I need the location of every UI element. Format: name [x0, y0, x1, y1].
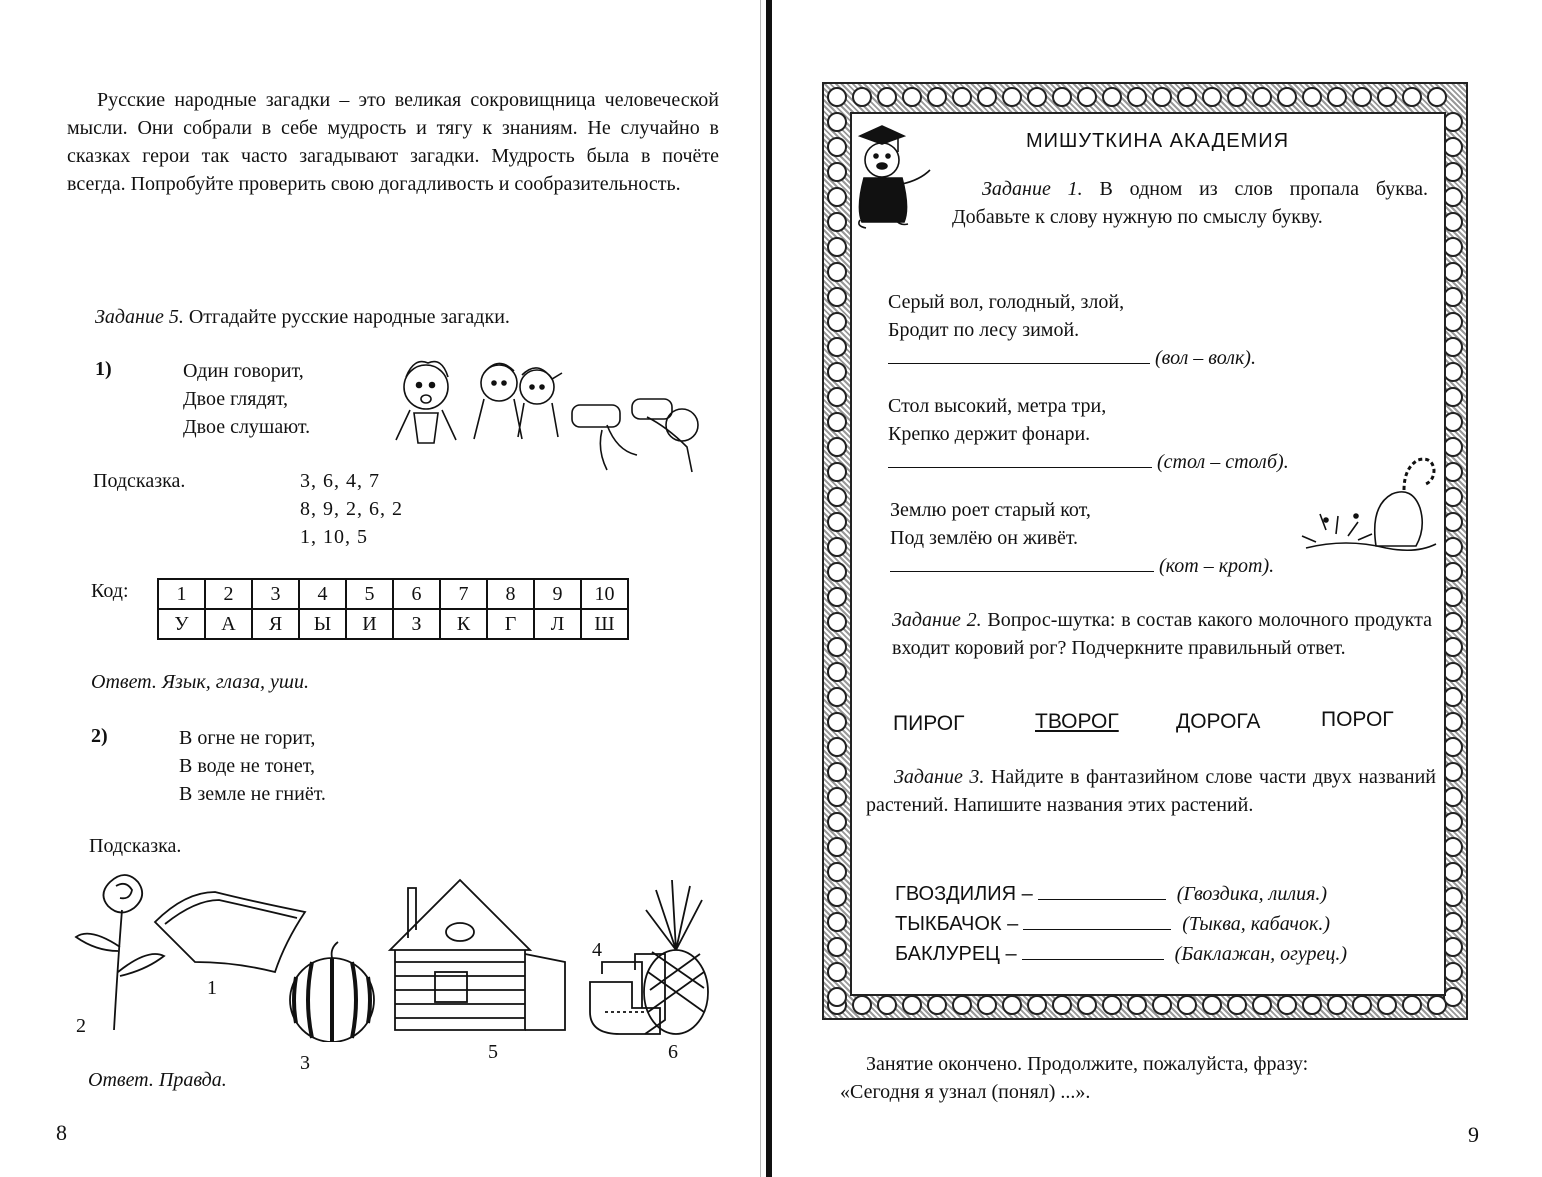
- riddle1-line: Двое слушают.: [183, 416, 311, 438]
- poem-line: Бродит по лесу зимой.: [888, 319, 1080, 341]
- answer-line-1: [888, 344, 1256, 372]
- frame-bead: [1444, 788, 1462, 806]
- frame-bead: [1444, 688, 1462, 706]
- hint-pictures: [50, 862, 730, 1042]
- hint2-label: Подсказка.: [89, 835, 182, 857]
- code-label: Код:: [91, 580, 129, 602]
- closing-line: «Сегодня я узнал (понял) ...».: [840, 1081, 1091, 1103]
- plant-word: ГВОЗДИЛИЯ –: [895, 883, 1033, 905]
- frame-bead: [978, 996, 996, 1014]
- academy-title: МИШУТКИНА АКАДЕМИЯ: [1026, 130, 1290, 152]
- plant-answer: (Гвоздика, лилия.): [1176, 883, 1328, 905]
- frame-bead: [1003, 88, 1021, 106]
- hint-number-line: 3, 6, 4, 7: [300, 470, 380, 492]
- task1-text: В одном из слов пропала буква. Добавьте к слову нужную по смыслу букву.: [952, 178, 1429, 228]
- frame-bead: [828, 163, 846, 181]
- word-option: ПОРОГ: [1321, 708, 1394, 731]
- answer-blank: [888, 467, 1152, 468]
- frame-bead: [978, 88, 996, 106]
- frame-bead: [1128, 996, 1146, 1014]
- frame-bead: [1403, 996, 1421, 1014]
- page-number-left: 8: [56, 1120, 67, 1145]
- riddle2-line: В воде не тонет,: [179, 755, 315, 777]
- frame-bead: [1378, 996, 1396, 1014]
- hint-number-line: 8, 9, 2, 6, 2: [300, 498, 403, 520]
- code-letter-cell: Ы: [299, 609, 346, 639]
- task2-label: Задание 2.: [892, 609, 982, 631]
- frame-bead: [1328, 88, 1346, 106]
- frame-bead: [903, 88, 921, 106]
- frame-bead: [1444, 338, 1462, 356]
- frame-bead: [828, 88, 846, 106]
- frame-bead: [1444, 263, 1462, 281]
- frame-bead: [953, 88, 971, 106]
- code-number-cell: 3: [252, 579, 299, 609]
- frame-bead: [828, 563, 846, 581]
- plant-word: ТЫКБАЧОК –: [895, 913, 1019, 935]
- picture-number: 5: [488, 1041, 498, 1063]
- frame-bead: [1153, 88, 1171, 106]
- frame-bead: [1078, 88, 1096, 106]
- word-option-correct: ТВОРОГ: [1035, 710, 1119, 733]
- frame-bead: [1444, 663, 1462, 681]
- frame-bead: [828, 313, 846, 331]
- pineapple-icon: [644, 880, 708, 1034]
- frame-bead: [1444, 888, 1462, 906]
- task3-label: Задание 3.: [894, 766, 985, 788]
- frame-bead: [1078, 996, 1096, 1014]
- frame-bead: [1028, 88, 1046, 106]
- task5-label: Задание 5.: [95, 306, 184, 328]
- answer1: [91, 668, 309, 696]
- frame-bead: [853, 88, 871, 106]
- picture-number: 6: [668, 1041, 678, 1063]
- frame-bead: [828, 113, 846, 131]
- code-number-cell: 5: [346, 579, 393, 609]
- frame-bead: [828, 363, 846, 381]
- frame-bead: [1444, 463, 1462, 481]
- answer-line-3: [890, 552, 1274, 580]
- answer-text: (вол – волк).: [1155, 347, 1256, 369]
- picture-number: 4: [592, 939, 602, 961]
- riddle1-number: 1): [95, 358, 112, 380]
- poem-line: Стол высокий, метра три,: [888, 395, 1107, 417]
- frame-bead: [853, 996, 871, 1014]
- frame-bead: [1028, 996, 1046, 1014]
- answer-line-2: [888, 448, 1289, 476]
- word-option: ДОРОГА: [1176, 710, 1261, 733]
- watermelon-icon: [290, 942, 374, 1042]
- frame-bead: [828, 963, 846, 981]
- answer2-text: Правда.: [158, 1069, 227, 1091]
- frame-bead: [1103, 88, 1121, 106]
- frame-bead: [1444, 138, 1462, 156]
- answer-text: (стол – столб).: [1157, 451, 1289, 473]
- code-number-cell: 8: [487, 579, 534, 609]
- hint1-label: Подсказка.: [93, 470, 186, 492]
- poem1: [888, 288, 1256, 372]
- poem-line: Землю роет старый кот,: [890, 499, 1091, 521]
- frame-bead: [828, 913, 846, 931]
- riddle1-line: Двое глядят,: [183, 388, 289, 410]
- frame-bead: [828, 488, 846, 506]
- closing-line: Занятие окончено. Продолжите, пожалуйста, фразу:: [866, 1053, 1309, 1075]
- frame-bead: [1228, 88, 1246, 106]
- task5-text: Отгадайте русские народные загадки.: [188, 306, 510, 328]
- riddle2-line: В огне не горит,: [179, 727, 316, 749]
- task1-paragraph: [952, 175, 1428, 231]
- frame-bead: [828, 438, 846, 456]
- code-letter-cell: Я: [252, 609, 299, 639]
- frame-bead: [1444, 713, 1462, 731]
- riddle1-line: Один говорит,: [183, 360, 304, 382]
- page-gutter-shadow: [760, 0, 761, 1177]
- riddle2-number: 2): [91, 725, 108, 747]
- intro-paragraph: Русские народные загадки – это великая сокровищница человеческой мысли. Они собрали в себе мудрость и тягу к знаниям. Не случайно в сказках герои так часто загадывают загадки. Мудрость была в почёте всегда. Попробуйте проверить свою догадливость и сообразительность.: [67, 89, 719, 195]
- riddle2-text: [179, 724, 326, 808]
- frame-bead: [828, 238, 846, 256]
- frame-bead: [1444, 588, 1462, 606]
- picture-number: 1: [207, 977, 217, 999]
- frame-bead: [1444, 288, 1462, 306]
- frame-bead: [1444, 388, 1462, 406]
- closing-text: [840, 1050, 1490, 1106]
- frame-bead: [1328, 996, 1346, 1014]
- frame-bead: [1203, 996, 1221, 1014]
- frame-bead: [828, 863, 846, 881]
- frame-bead: [828, 638, 846, 656]
- frame-bead: [828, 788, 846, 806]
- answer2-label: Ответ.: [88, 1069, 154, 1091]
- frame-bead: [1444, 163, 1462, 181]
- riddle2-line: В земле не гниёт.: [179, 783, 326, 805]
- frame-bead: [828, 413, 846, 431]
- answer-blank: [888, 363, 1150, 364]
- poem-line: Под землёю он живёт.: [890, 527, 1079, 549]
- frame-bead: [1278, 88, 1296, 106]
- frame-bead: [1303, 996, 1321, 1014]
- bear-graduate-icon: [852, 122, 938, 230]
- children-binoculars-figures: [572, 399, 698, 472]
- frame-bead: [828, 513, 846, 531]
- code-letter-cell: Ш: [581, 609, 628, 639]
- code-number-cell: 7: [440, 579, 487, 609]
- frame-bead: [1253, 88, 1271, 106]
- frame-bead: [1444, 188, 1462, 206]
- code-letter-cell: У: [158, 609, 205, 639]
- poem3: [890, 496, 1274, 580]
- code-letters-row: [158, 609, 628, 639]
- frame-bead: [828, 888, 846, 906]
- frame-bead: [1303, 88, 1321, 106]
- frame-bead: [1444, 438, 1462, 456]
- frame-bead: [828, 738, 846, 756]
- frame-bead: [1444, 938, 1462, 956]
- code-letter-cell: Л: [534, 609, 581, 639]
- plant-row: [895, 910, 1330, 938]
- task2-text: Вопрос-шутка: в состав какого молочного продукта входит коровий рог? Подчеркните правильный ответ.: [892, 609, 1432, 659]
- code-number-cell: 4: [299, 579, 346, 609]
- frame-bead: [828, 138, 846, 156]
- frame-bead: [1444, 738, 1462, 756]
- frame-bead: [1444, 538, 1462, 556]
- frame-bead: [828, 463, 846, 481]
- code-letter-cell: З: [393, 609, 440, 639]
- frame-bead: [828, 663, 846, 681]
- frame-bead: [1444, 813, 1462, 831]
- frame-bead: [1178, 88, 1196, 106]
- rose-icon: [76, 875, 164, 1030]
- frame-bead: [1444, 838, 1462, 856]
- poem2: [888, 392, 1289, 476]
- frame-bead: [1353, 88, 1371, 106]
- frame-bead: [1444, 988, 1462, 1006]
- task5-heading: [95, 303, 510, 331]
- frame-bead: [1444, 563, 1462, 581]
- children-illustration: [392, 355, 727, 475]
- code-table: [157, 578, 629, 640]
- frame-bead: [1128, 88, 1146, 106]
- frame-bead: [828, 188, 846, 206]
- frame-bead: [828, 288, 846, 306]
- poem-line: Серый вол, голодный, злой,: [888, 291, 1125, 313]
- code-number-cell: 2: [205, 579, 252, 609]
- code-letter-cell: И: [346, 609, 393, 639]
- frame-bead: [1444, 513, 1462, 531]
- task2-paragraph: [892, 606, 1432, 662]
- frame-bead: [1444, 963, 1462, 981]
- frame-bead: [1053, 88, 1071, 106]
- word-option: ПИРОГ: [893, 712, 965, 735]
- frame-bead: [1444, 913, 1462, 931]
- frame-bead: [1003, 996, 1021, 1014]
- frame-bead: [828, 338, 846, 356]
- boy-talking-figure: [396, 362, 456, 443]
- frame-bead: [878, 88, 896, 106]
- frame-bead: [903, 996, 921, 1014]
- frame-bead: [1203, 88, 1221, 106]
- frame-bead: [828, 388, 846, 406]
- answer1-text: Язык, глаза, уши.: [161, 671, 310, 693]
- plant-word: БАКЛУРЕЦ –: [895, 943, 1017, 965]
- frame-bead: [1444, 113, 1462, 131]
- frame-bead: [828, 713, 846, 731]
- frame-bead: [1153, 996, 1171, 1014]
- frame-bead: [1444, 863, 1462, 881]
- frame-bead: [1444, 238, 1462, 256]
- code-number-cell: 1: [158, 579, 205, 609]
- frame-bead: [1444, 613, 1462, 631]
- riddle1-text: [183, 357, 310, 441]
- task1-label: Задание 1.: [982, 178, 1083, 200]
- code-letter-cell: К: [440, 609, 487, 639]
- page-number-right: 9: [1468, 1122, 1479, 1147]
- frame-bead: [1053, 996, 1071, 1014]
- mole-icon: [1296, 450, 1442, 560]
- frame-bead: [1103, 996, 1121, 1014]
- plant-answer: (Баклажан, огурец.): [1174, 943, 1348, 965]
- frame-bead: [1403, 88, 1421, 106]
- answer-text: (кот – крот).: [1159, 555, 1275, 577]
- book-spine: [766, 0, 772, 1177]
- task3-text: Найдите в фантазийном слове части двух названий растений. Напишите названия этих растений.: [866, 766, 1436, 816]
- frame-bead: [828, 988, 846, 1006]
- code-number-cell: 10: [581, 579, 628, 609]
- frame-bead: [828, 263, 846, 281]
- scarf-icon: [155, 892, 305, 972]
- task3-paragraph: [866, 763, 1436, 819]
- frame-bead: [1253, 996, 1271, 1014]
- frame-bead: [1178, 996, 1196, 1014]
- plant-row: [895, 940, 1347, 968]
- code-number-cell: 6: [393, 579, 440, 609]
- picture-number: 3: [300, 1052, 310, 1074]
- children-watching-figures: [474, 363, 562, 439]
- frame-bead: [828, 613, 846, 631]
- frame-bead: [928, 996, 946, 1014]
- frame-bead: [1228, 996, 1246, 1014]
- frame-bead: [1444, 313, 1462, 331]
- frame-bead: [828, 838, 846, 856]
- frame-bead: [828, 588, 846, 606]
- hint1-numbers: [300, 467, 403, 551]
- log-house-icon: [390, 880, 565, 1030]
- frame-bead: [1278, 996, 1296, 1014]
- frame-bead: [1428, 88, 1446, 106]
- picture-number: 2: [76, 1015, 86, 1037]
- frame-bead: [828, 538, 846, 556]
- frame-bead: [1353, 996, 1371, 1014]
- frame-bead: [828, 938, 846, 956]
- frame-bead: [1444, 488, 1462, 506]
- frame-bead: [878, 996, 896, 1014]
- hint-number-line: 1, 10, 5: [300, 526, 368, 548]
- frame-bead: [1444, 638, 1462, 656]
- code-letter-cell: Г: [487, 609, 534, 639]
- frame-bead: [1444, 763, 1462, 781]
- plant-blank: [1038, 899, 1166, 900]
- frame-bead: [828, 213, 846, 231]
- frame-bead: [1444, 413, 1462, 431]
- code-numbers-row: [158, 579, 628, 609]
- answer1-label: Ответ.: [91, 671, 157, 693]
- plant-answer: (Тыква, кабачок.): [1182, 913, 1330, 935]
- plant-blank: [1022, 959, 1164, 960]
- answer-blank: [890, 571, 1154, 572]
- poem-line: Крепко держит фонари.: [888, 423, 1091, 445]
- frame-bead: [828, 813, 846, 831]
- frame-bead: [953, 996, 971, 1014]
- plant-blank: [1023, 929, 1171, 930]
- frame-bead: [1444, 213, 1462, 231]
- answer2: [88, 1066, 227, 1094]
- code-letter-cell: А: [205, 609, 252, 639]
- frame-bead: [928, 88, 946, 106]
- frame-bead: [828, 763, 846, 781]
- code-number-cell: 9: [534, 579, 581, 609]
- frame-bead: [1444, 363, 1462, 381]
- plant-row: [895, 880, 1327, 908]
- frame-bead: [828, 688, 846, 706]
- frame-bead: [1378, 88, 1396, 106]
